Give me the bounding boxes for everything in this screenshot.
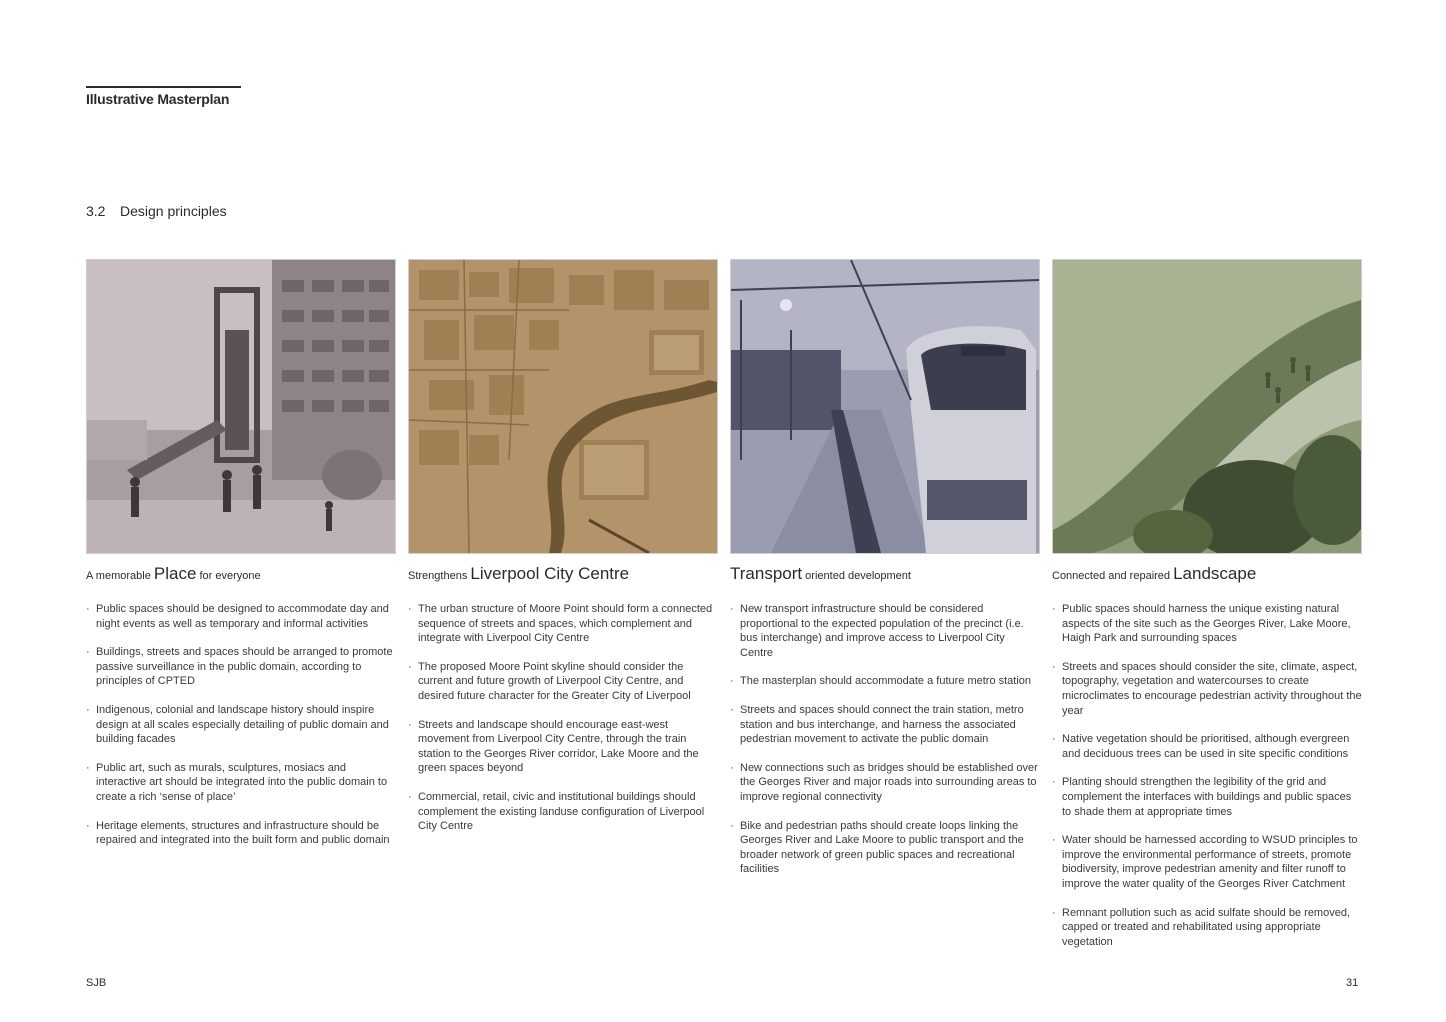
principle-list (730, 602, 1040, 877)
list-item: · Heritage elements, structures and infrastructure should be repaired and integrated into the built form and public domain (86, 819, 396, 848)
aerial-map-photo (408, 259, 718, 554)
principle-landscape (1052, 259, 1362, 963)
principle-transport (730, 259, 1040, 891)
riverside-path-photo (1052, 259, 1362, 554)
heading-keyword: Liverpool City Centre (470, 564, 630, 583)
principle-city-centre (408, 259, 718, 848)
list-item: · Water should be harnessed according to WSUD principles to improve the environmental performance of streets, promote biodiversity, improve pedestrian amenity and filter runoff to improve the water quality of the Georges River Catchment (1052, 833, 1362, 891)
heading-keyword: Place (153, 564, 197, 583)
principle-heading: Transport oriented development (730, 564, 911, 583)
train-station-photo (730, 259, 1040, 554)
page-number: 31 (1346, 977, 1359, 989)
list-item: · Native vegetation should be prioritised, although evergreen and deciduous trees can be used in site specific conditions (1052, 732, 1362, 761)
list-item: · Public art, such as murals, sculptures, mosiacs and interactive art should be integrated into the public domain to create a rich ‘sense of place’ (86, 761, 396, 805)
list-item: · The masterplan should accommodate a future metro station (730, 674, 1040, 689)
principle-heading: Strengthens Liverpool City Centre (408, 564, 630, 583)
header-rule (86, 86, 241, 88)
list-item: · New transport infrastructure should be considered proportional to the expected population of the precinct (i.e. bus interchange) and improve access to Liverpool City Centre (730, 602, 1040, 660)
principle-heading: A memorable Place for everyone (86, 564, 261, 583)
list-item: · Streets and spaces should consider the site, climate, aspect, topography, vegetation and watercourses to create microclimates to encourage pedestrian activity throughout the year (1052, 660, 1362, 718)
principle-list (408, 602, 718, 834)
section-heading (86, 203, 227, 219)
list-item: · Remnant pollution such as acid sulfate should be removed, capped or treated and rehabilitated using appropriate vegetation (1052, 906, 1362, 950)
list-item: · Public spaces should harness the unique existing natural aspects of the site such as the Georges River, Lake Moore, Haigh Park and surrounding spaces (1052, 602, 1362, 646)
list-item: · The urban structure of Moore Point should form a connected sequence of streets and spaces, which complement and integrate with Liverpool City Centre (408, 602, 718, 646)
list-item: · Streets and spaces should connect the train station, metro station and bus interchange, and harness the associated pedestrian movement to activate the public domain (730, 703, 1040, 747)
principle-list (86, 602, 396, 848)
document-title: Illustrative Masterplan (86, 91, 230, 107)
list-item: · Streets and landscape should encourage east-west movement from Liverpool City Centre, through the train station to the Georges River corridor, Lake Moore and the green spaces beyond (408, 718, 718, 776)
list-item: · Commercial, retail, civic and institutional buildings should complement the existing landuse configuration of Liverpool City Centre (408, 790, 718, 834)
list-item: · New connections such as bridges should be established over the Georges River and major roads into surrounding areas to improve regional connectivity (730, 761, 1040, 805)
heading-keyword: Landscape (1173, 564, 1257, 583)
playground-photo (86, 259, 396, 554)
principle-place (86, 259, 396, 862)
section-number: 3.2 (86, 203, 106, 219)
footer-brand: SJB (86, 977, 107, 989)
list-item: · Indigenous, colonial and landscape history should inspire design at all scales especially detailing of public domain and building facades (86, 703, 396, 747)
list-item: · Planting should strengthen the legibility of the grid and complement the interfaces with buildings and public spaces to shade them at appropriate times (1052, 775, 1362, 819)
list-item: · Bike and pedestrian paths should create loops linking the Georges River and Lake Moore to public transport and the broader network of green public spaces and recreational facilities (730, 819, 1040, 877)
principle-list (1052, 602, 1362, 949)
list-item: · Buildings, streets and spaces should be arranged to promote passive surveillance in the public domain, according to principles of CPTED (86, 645, 396, 689)
section-title: Design principles (120, 203, 227, 219)
list-item: · The proposed Moore Point skyline should consider the current and future growth of Liverpool City Centre, and desired future character for the Greater City of Liverpool (408, 660, 718, 704)
list-item: · Public spaces should be designed to accommodate day and night events as well as temporary and informal activities (86, 602, 396, 631)
heading-keyword: Transport (730, 564, 803, 583)
principle-heading: Connected and repaired Landscape (1052, 564, 1257, 583)
